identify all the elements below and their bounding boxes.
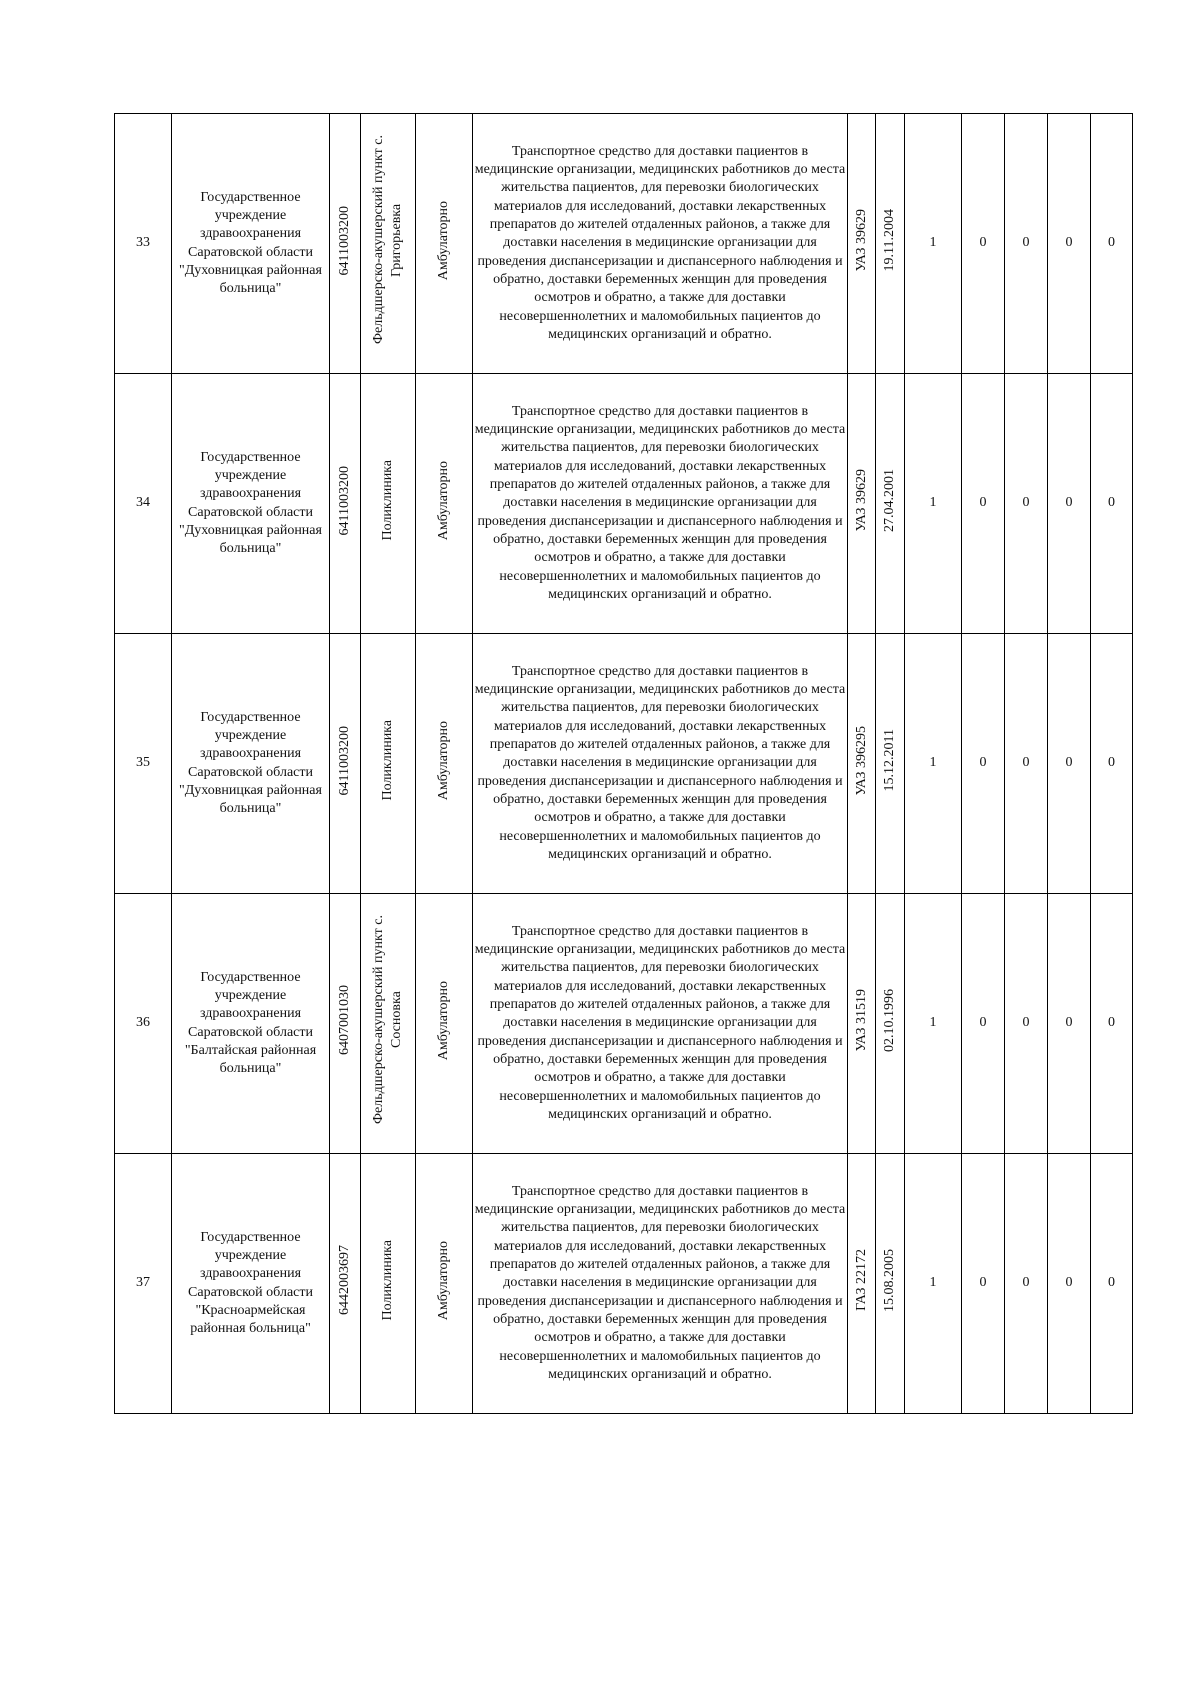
care-type-cell [416,1154,473,1414]
registration-date-cell [876,114,905,374]
vehicle-model: УАЗ 39629 [853,469,869,532]
org-code: 6411003200 [337,465,352,536]
vehicle-model: УАЗ 31519 [853,989,869,1052]
count-col-1: 1 [905,374,962,634]
table-row [115,634,1133,894]
care-type-cell [416,374,473,634]
care-type: Амбулаторно [436,980,451,1060]
table-body [115,114,1133,1414]
count-col-4: 0 [1048,634,1091,894]
count-col-3: 0 [1005,894,1048,1154]
registration-date: 15.08.2005 [882,1248,897,1312]
care-type: Амбулаторно [436,720,451,800]
unit-name: Фельдшерско-акушерский пункт с. Григорьевка [371,135,404,345]
unit-cell [361,374,416,634]
care-type: Амбулаторно [436,460,451,540]
vehicle-purpose: Транспортное средство для доставки пациентов в медицинские организации, медицинских работников до места жительства пациентов, для перевозки биологических материалов для исследований, доставки лекарственных препаратов до жителей отдаленных районов, а также для доставки населения в медицинские организации для проведения диспансеризации и диспансерного наблюдения и обратно, доставки беременных женщин для проведения осмотров и обратно, а также для доставки несовершеннолетних и маломобильных пациентов до медицинских организаций и обратно. [473,1154,848,1414]
registration-date: 19.11.2004 [882,209,897,272]
count-col-4: 0 [1048,114,1091,374]
unit-cell [361,634,416,894]
org-code-cell [330,634,361,894]
vehicle-purpose: Транспортное средство для доставки пациентов в медицинские организации, медицинских работников до места жительства пациентов, для перевозки биологических материалов для исследований, доставки лекарственных препаратов до жителей отдаленных районов, а также для доставки населения в медицинские организации для проведения диспансеризации и диспансерного наблюдения и обратно, доставки беременных женщин для проведения осмотров и обратно, а также для доставки несовершеннолетних и маломобильных пациентов до медицинских организаций и обратно. [473,114,848,374]
registration-date: 15.12.2011 [882,729,897,792]
vehicle-model: УАЗ 39629 [853,209,869,272]
count-col-4: 0 [1048,1154,1091,1414]
count-col-3: 0 [1005,114,1048,374]
count-col-1: 1 [905,894,962,1154]
care-type-cell [416,894,473,1154]
vehicle-purpose: Транспортное средство для доставки пациентов в медицинские организации, медицинских работников до места жительства пациентов, для перевозки биологических материалов для исследований, доставки лекарственных препаратов до жителей отдаленных районов, а также для доставки населения в медицинские организации для проведения диспансеризации и диспансерного наблюдения и обратно, доставки беременных женщин для проведения осмотров и обратно, а также для доставки несовершеннолетних и маломобильных пациентов до медицинских организаций и обратно. [473,894,848,1154]
org-code-cell [330,374,361,634]
vehicle-model-cell [848,1154,876,1414]
vehicle-register-table [114,113,1133,1414]
row-number: 34 [115,374,172,634]
count-col-1: 1 [905,114,962,374]
count-col-5: 0 [1091,114,1133,374]
org-code-cell [330,114,361,374]
vehicle-purpose: Транспортное средство для доставки пациентов в медицинские организации, медицинских работников до места жительства пациентов, для перевозки биологических материалов для исследований, доставки лекарственных препаратов до жителей отдаленных районов, а также для доставки населения в медицинские организации для проведения диспансеризации и диспансерного наблюдения и обратно, доставки беременных женщин для проведения осмотров и обратно, а также для доставки несовершеннолетних и маломобильных пациентов до медицинских организаций и обратно. [473,634,848,894]
org-code-cell [330,1154,361,1414]
row-number: 35 [115,634,172,894]
unit-cell [361,1154,416,1414]
org-code-cell [330,894,361,1154]
unit-name: Фельдшерско-акушерский пункт с. Сосновка [371,915,404,1125]
care-type-cell [416,114,473,374]
organization-name: Государственное учреждение здравоохранения Саратовской области "Духовницкая районная больница" [172,634,330,894]
count-col-1: 1 [905,1154,962,1414]
vehicle-model-cell [848,634,876,894]
org-code: 6411003200 [337,205,352,276]
registration-date: 27.04.2001 [882,468,897,532]
table-row [115,1154,1133,1414]
registration-date-cell [876,634,905,894]
row-number: 33 [115,114,172,374]
count-col-3: 0 [1005,374,1048,634]
care-type-cell [416,634,473,894]
registration-date-cell [876,374,905,634]
vehicle-model: УАЗ 396295 [853,725,869,796]
table-row [115,894,1133,1154]
count-col-5: 0 [1091,634,1133,894]
count-col-3: 0 [1005,1154,1048,1414]
org-code: 6407001030 [337,985,352,1056]
registration-date-cell [876,1154,905,1414]
table-row [115,374,1133,634]
organization-name: Государственное учреждение здравоохранения Саратовской области "Балтайская районная больница" [172,894,330,1154]
vehicle-model-cell [848,374,876,634]
registration-date: 02.10.1996 [882,988,897,1052]
vehicle-model-cell [848,114,876,374]
count-col-5: 0 [1091,1154,1133,1414]
count-col-2: 0 [962,1154,1005,1414]
care-type: Амбулаторно [436,1240,451,1320]
unit-name: Поликлиника [380,460,395,541]
count-col-5: 0 [1091,894,1133,1154]
org-code: 6411003200 [337,725,352,796]
org-code: 6442003697 [337,1245,352,1316]
organization-name: Государственное учреждение здравоохранения Саратовской области "Красноармейская районная больница" [172,1154,330,1414]
organization-name: Государственное учреждение здравоохранения Саратовской области "Духовницкая районная больница" [172,114,330,374]
unit-cell [361,894,416,1154]
row-number: 36 [115,894,172,1154]
vehicle-model: ГАЗ 22172 [853,1249,869,1312]
count-col-2: 0 [962,114,1005,374]
vehicle-purpose: Транспортное средство для доставки пациентов в медицинские организации, медицинских работников до места жительства пациентов, для перевозки биологических материалов для исследований, доставки лекарственных препаратов до жителей отдаленных районов, а также для доставки населения в медицинские организации для проведения диспансеризации и диспансерного наблюдения и обратно, доставки беременных женщин для проведения осмотров и обратно, а также для доставки несовершеннолетних и маломобильных пациентов до медицинских организаций и обратно. [473,374,848,634]
count-col-2: 0 [962,894,1005,1154]
care-type: Амбулаторно [436,200,451,280]
count-col-2: 0 [962,634,1005,894]
table-row [115,114,1133,374]
count-col-2: 0 [962,374,1005,634]
registration-date-cell [876,894,905,1154]
unit-cell [361,114,416,374]
count-col-4: 0 [1048,894,1091,1154]
unit-name: Поликлиника [380,720,395,801]
count-col-3: 0 [1005,634,1048,894]
count-col-1: 1 [905,634,962,894]
unit-name: Поликлиника [380,1240,395,1321]
organization-name: Государственное учреждение здравоохранения Саратовской области "Духовницкая районная больница" [172,374,330,634]
count-col-5: 0 [1091,374,1133,634]
row-number: 37 [115,1154,172,1414]
count-col-4: 0 [1048,374,1091,634]
vehicle-model-cell [848,894,876,1154]
